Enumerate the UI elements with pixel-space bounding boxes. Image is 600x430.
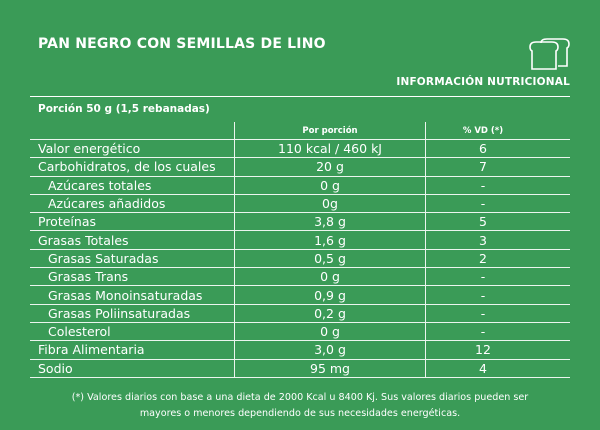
- section-subtitle: INFORMACIÓN NUTRICIONAL: [396, 76, 570, 88]
- nutrient-value: 3,8 g: [234, 213, 426, 230]
- table-row: [30, 177, 570, 195]
- nutrient-name: Grasas Trans: [48, 269, 129, 285]
- nutrient-value: 0,9 g: [234, 286, 426, 303]
- table-row: [30, 323, 570, 341]
- nutrient-vd: 6: [479, 141, 487, 157]
- nutrient-vd: -: [480, 287, 486, 303]
- table-row: [30, 341, 570, 359]
- nutrient-value: 0 g: [234, 177, 426, 194]
- nutrient-vd: 12: [475, 342, 491, 358]
- nutrition-table: [30, 122, 570, 378]
- nutrient-value: 20 g: [234, 158, 426, 175]
- nutrient-vd: -: [480, 269, 486, 285]
- nutrient-vd: -: [480, 177, 486, 193]
- nutrient-value: 3,0 g: [234, 341, 426, 358]
- nutrient-name: Carbohidratos, de los cuales: [38, 159, 216, 175]
- table-row: [30, 250, 570, 268]
- table-row: [30, 158, 570, 176]
- footnote-line-1: (*) Valores diarios con base a una dieta de 2000 Kcal u 8400 Kj. Sus valores diarios pueden ser: [71, 392, 529, 403]
- nutrient-value: 0 g: [234, 268, 426, 285]
- footnote: [20, 390, 580, 422]
- nutrient-value: 0,2 g: [234, 305, 426, 322]
- nutrient-name: Valor energético: [38, 141, 141, 157]
- nutrient-name: Sodio: [38, 360, 73, 376]
- table-row: [30, 195, 570, 213]
- nutrient-value: 0 g: [234, 323, 426, 340]
- table-row: [30, 268, 570, 286]
- nutrient-name: Grasas Poliinsaturadas: [48, 305, 191, 321]
- table-row: [30, 286, 570, 304]
- header-name-cell: [38, 122, 234, 139]
- nutrient-name: Fibra Alimentaria: [38, 342, 145, 358]
- nutrient-vd: 5: [479, 214, 487, 230]
- table-row: [30, 140, 570, 158]
- nutrient-vd: -: [480, 305, 486, 321]
- nutrient-name: Azúcares totales: [48, 177, 152, 193]
- footnote-line-2: mayores o menores dependiendo de sus necesidades energéticas.: [139, 408, 461, 419]
- nutrient-name: Grasas Saturadas: [48, 250, 159, 266]
- table-row: [30, 305, 570, 323]
- table-header-row: [30, 122, 570, 140]
- nutrient-value: 110 kcal / 460 kJ: [234, 140, 426, 157]
- nutrient-vd: 3: [479, 232, 487, 248]
- nutrient-value: 1,6 g: [234, 231, 426, 248]
- nutrient-name: Grasas Totales: [38, 232, 129, 248]
- table-row: [30, 360, 570, 378]
- header-per-portion: Por porción: [234, 122, 426, 139]
- nutrient-name: Colesterol: [48, 324, 111, 340]
- nutrient-vd: -: [480, 324, 486, 340]
- nutrient-name: Grasas Monoinsaturadas: [48, 287, 203, 303]
- nutrient-value: 95 mg: [234, 360, 426, 377]
- table-row: [30, 231, 570, 249]
- nutrient-vd: 4: [479, 360, 487, 376]
- nutrient-value: 0g: [234, 195, 426, 212]
- nutrient-vd: 7: [479, 159, 487, 175]
- nutrient-vd: -: [480, 196, 486, 212]
- nutrient-name: Azúcares añadidos: [48, 196, 166, 212]
- nutrient-name: Proteínas: [38, 214, 96, 230]
- product-title: PAN NEGRO CON SEMILLAS DE LINO: [38, 36, 326, 52]
- table-row: [30, 213, 570, 231]
- bread-slices-icon: [528, 38, 572, 72]
- header-vd: % VD (*): [462, 125, 504, 136]
- nutrient-vd: 2: [479, 250, 487, 266]
- nutrient-value: 0,5 g: [234, 250, 426, 267]
- portion-label: Porción 50 g (1,5 rebanadas): [38, 103, 210, 115]
- divider-top: [30, 96, 570, 97]
